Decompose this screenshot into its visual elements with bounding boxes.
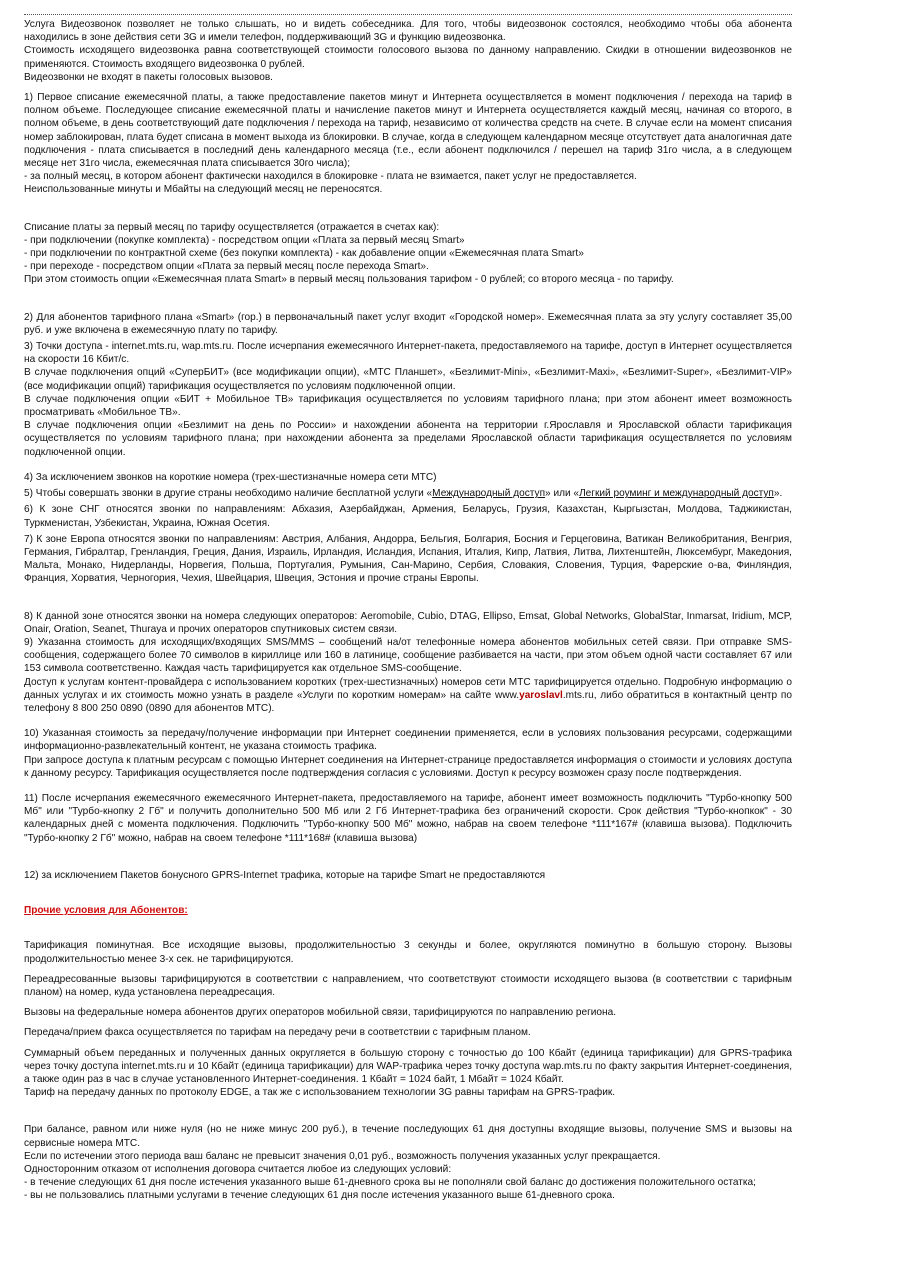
video-para-2: Стоимость исходящего видеозвонка равна соответствующей стоимости голосового вызова по данному направлению. Скидки в отношении видеозвонков не применяются. Стоимость входящего видеозвонка 0 рублей. [24, 45, 792, 70]
other-federal: Вызовы на федеральные номера абонентов других операторов мобильной связи, тарифицируются по направлению региона. [24, 1007, 616, 1019]
balance-refusal: Односторонним отказом от исполнения договора считается любое из следующих условий: [24, 1164, 452, 1175]
footnote-9: 9) Указанна стоимость для исходящих/входящих SMS/MMS – сообщений на/от телефонные номера абонентов мобильных сетей связи. При отправке SMS-сообщения, содержащего более 70 символов в кириллице или 160 в латинице, сообщение разбивается на части, при этом объем одной части составляет 67 или 153 символа соответственно. Каждая часть тарифицируется как отдельное SMS-сообщение. [24, 636, 792, 675]
balance-cond-2-cut: - вы не пользовались платными услугами в течение следующих 61 дня после истечения указанного выше 61-дневного срока. [24, 1190, 615, 1202]
first-month-item-1: - при подключении (покупке комплекта) - посредством опции «Плата за первый месяц Smart» [24, 234, 465, 246]
footnote-4: 4) За исключением звонков на короткие номера (трех-шестизначные номера сети МТС) [24, 471, 437, 483]
footnote-3-tv: В случае подключения опции «БИТ + Мобильное ТВ» тарификация осуществляется по условиям тарифного плана; при этом абонент имеет возможность просматривать «Мобильное ТВ». [24, 393, 792, 419]
balance-expiry: Если по истечении этого периода ваш баланс не превысит значения 0,01 руб., возможность получения указанных услуг прекращается. [24, 1150, 661, 1162]
balance-cond-1: - в течение следующих 61 дня после истечения указанного выше 61-дневного срока вы не пополняли свой баланс до достижения положительного остатка; [24, 1177, 756, 1189]
footnote-5-prefix: 5) Чтобы совершать звонки в другие страны необходимо наличие бесплатной услуги « [24, 488, 433, 500]
first-month-item-3: - при переходе - посредством опции «Плата за первый месяц после перехода Smart». [24, 261, 429, 273]
first-month-intro: Списание платы за первый месяц по тарифу осуществляется (отражается в счетах как): [24, 221, 440, 233]
footnote-8: 8) К данной зоне относятся звонки на номера следующих операторов: Aeromobile, Cubio, DTAG, Ellipso, Emsat, Global Networks, GlobalStar, Inmarsat, Iridium, MCP, Onair, Oration, Seanet, Thuraya и прочих операторов спутниковых систем связи. [24, 610, 792, 635]
data-rounding: Суммарный объем переданных и полученных данных округляется в большую сторону с точностью до 100 Кбайт (единица тарификации) для GPRS-трафика через точку доступа internet.mts.ru и 10 Кбайт (единица тарификации) для WAP-трафика через точку доступа wap.mts.ru по факту закрытия Интернет-соединения, а также один раз в час в случае установленного Интернет-соединения. 1 Кбайт = 1024 байт, 1 Мбайт = 1024 Кбайт. [24, 1047, 792, 1085]
footnote-7: 7) К зоне Европа относятся звонки по направлениям: Австрия, Албания, Андорра, Бельгия, Болгария, Босния и Герцеговина, Ватикан Великобритания, Венгрия, Германия, Гибралтар, Гренландия, Греция, Дания, Израиль, Ирландия, Исландия, Испания, Италия, Кипр, Латвия, Литва, Лихтенштейн, Люксембург, Македония, Мальта, Монако, Нидерланды, Норвегия, Польша, Португалия, Румыния, Сан-Марино, Сербия, Словакия, Словения, Турция, Фарерские о-ва, Финляндия, Франция, Хорватия, Черногория, Чехия, Швейцария, Швеция, Эстония и прочие страны Европы. [24, 533, 792, 585]
footnote-9-prefix: Доступ к услугам контент-провайдера с использованием коротких (трех-шестизначных) номеров сети МТС тарифицируется отдельно. Подробную информацию о данных услугах и их стоимость можно узнать в разделе «Услуги по коротким номерам» на сайте www. [24, 676, 792, 701]
easy-roaming-link[interactable]: Легкий роуминг и международный доступ [579, 488, 774, 500]
footnote-9-suffix: .mts.ru, либо обратиться в контактный центр по телефону 8 800 250 0890 (0890 для абонентов МТС). [24, 689, 792, 714]
footnote-6: 6) К зоне СНГ относятся звонки по направлениям: Абхазия, Азербайджан, Армения, Беларусь, Грузия, Казахстан, Кыргызстан, Молдова, Таджикистан, Туркменистан, Узбекистан, Украина, Южная Осетия. [24, 504, 792, 529]
footnote-5-mid: » или « [545, 488, 580, 500]
top-dotted-rule [24, 14, 792, 15]
footnote-3: 3) Точки доступа - internet.mts.ru, wap.mts.ru. После исчерпания ежемесячного Интернет-пакета, предоставляемого на тарифе, доступ в Интернет осуществляется на скорости 16 Кбит/с. [24, 341, 792, 366]
footnote-1-block: - за полный месяц, в котором абонент фактически находился в блокировке - плата не взимается, пакет услуг не предоставляется. [24, 171, 637, 183]
footnote-3-unlimited: В случае подключения опции «Безлимит на день по России» и нахождении абонента на территории г.Ярославля и Ярославской области тарификация осуществляется по условиям тарифного плана; при нахождении абонента за пределами Ярославской области тарификация осуществляется по условиям подключенной опции. [24, 420, 792, 458]
footnote-5-suffix: ». [773, 488, 783, 500]
first-month-cost: При этом стоимость опции «Ежемесячная плата Smart» в первый месяц пользования тарифом - 0 рублей; со второго месяца - по тарифу. [24, 274, 674, 286]
footnote-10: 10) Указанная стоимость за передачу/получение информации при Интернет соединении применяется, если в условиях пользования ресурсами, содержащими информационно-развлекательный контент, не указана стоимость трафика. [24, 728, 792, 753]
other-forwarding: Переадресованные вызовы тарифицируются в соответствии с направлением, что соответствуют стоимости исходящего вызова (в соответствии с тарифным планом) на номер, куда установлена переадресация. [24, 973, 792, 998]
other-per-minute: Тарификация поминутная. Все исходящие вызовы, продолжительностью 3 секунды и более, округляются поминутно в большую сторону. Вызовы продолжительностью менее 3-х сек. не тарифицируются. [24, 940, 792, 965]
first-month-item-2: - при подключении по контрактной схеме (без покупки комплекта) - как добавление опции «Ежемесячная плата Smart» [24, 248, 584, 260]
international-access-link[interactable]: Международный доступ [432, 488, 546, 500]
video-para-3: Видеозвонки не входят в пакеты голосовых вызовов. [24, 71, 273, 83]
other-fax: Передача/прием факса осуществляется по тарифам на передачу речи в соответствии с тарифным планом. [24, 1027, 531, 1039]
other-conditions-heading: Прочие условия для Абонентов: [24, 905, 188, 917]
balance-zero: При балансе, равном или ниже нуля (но не ниже минус 200 руб.), в течение последующих 61 дня доступны входящие вызовы, получение SMS и вызовы на сервисные номера МТС. [24, 1124, 792, 1149]
footnote-1: 1) Первое списание ежемесячной платы, а также предоставление пакетов минут и Интернета осуществляется в момент подключения / перехода на тариф в полном объеме. Последующее списание ежемесячной платы и начисление пакетов минут и Интернета осуществляется каждый месяц, начиная со второго, в полном объеме, в день соответствующий дате подключения / перехода на тариф, независимо от количества средств на счете. В случае если на момент списания номер заблокирован, плата будет списана в момент выхода из блокировки. В случае, когда в следующем календарном месяце отсутствует дата аналогичная дате подключения - плата списывается в последний день календарного месяца (т.е., если абонент подключился / перешел на тариф 31го числа, а в следующем месяце нет 31го числа, ежемесячная плата списывается 30го числа); [24, 92, 792, 170]
data-edge: Тариф на передачу данных по протоколу EDGE, а так же с использованием технологии 3G равны тарифам на GPRS-трафик. [24, 1087, 616, 1099]
footnote-10-paid: При запросе доступа к платным ресурсам с помощью Интернет соединения на Интернет-странице предоставляется информация о стоимости и условиях доступа к данному ресурсу. Тарификация осуществляется после подтверждения согласия с условиями. Доступ к ресурсу возможен сразу после подтверждения. [24, 754, 792, 779]
footnote-5 [24, 487, 792, 500]
footnote-11: 11) После исчерпания ежемесячного ежемесячного Интернет-пакета, предоставляемого на тарифе, абонент имеет возможность подключить "Турбо-кнопку 500 Мб" или "Турбо-кнопку 2 Гб" и получить дополнительно 500 Мб или 2 Гб Интернет-трафика без ограничений скорости. Срок действия "Турбо-кнопкок" - 30 календарных дней с момента подключения. Подключить "Турбо-кнопку 500 Мб" можно, набрав на своем телефоне *111*167# (клавиша вызова). Подключить "Турбо-кнопку 2 Гб" можно, набрав на своем телефоне *111*168# (клавиша вызова) [24, 792, 792, 844]
footnote-1-carry: Неиспользованные минуты и Мбайты на следующий месяц не переносятся. [24, 184, 383, 196]
footnote-3-options: В случае подключения опций «СуперБИТ» (все модификации опции), «МТС Планшет», «Безлимит-Mini», «Безлимит-Maxi», «Безлимит-Super», «Безлимит-VIP» (все модификации опций) тарификация осуществляется по условиям подключенной опции. [24, 367, 792, 392]
video-para-1: Услуга Видеозвонок позволяет не только слышать, но и видеть собеседника. Для того, чтобы видеозвонок состоялся, необходимо чтобы оба абонента находились в зоне действия сети 3G и имели телефон, поддерживающий 3G и функцию видеозвонка. [24, 19, 792, 44]
footnote-2: 2) Для абонентов тарифного плана «Smart» (гор.) в первоначальный пакет услуг входит «Городской номер». Ежемесячная плата за эту услугу составляет 35,00 руб. и уже включена в ежемесячную плату по тарифу. [24, 311, 792, 336]
site-region-bold: yaroslavl [519, 689, 563, 701]
document-page [24, 14, 792, 1202]
footnote-12: 12) за исключением Пакетов бонусного GPRS-Internet трафика, которые на тарифе Smart не предоставляются [24, 869, 546, 881]
footnote-9-content [24, 676, 792, 716]
